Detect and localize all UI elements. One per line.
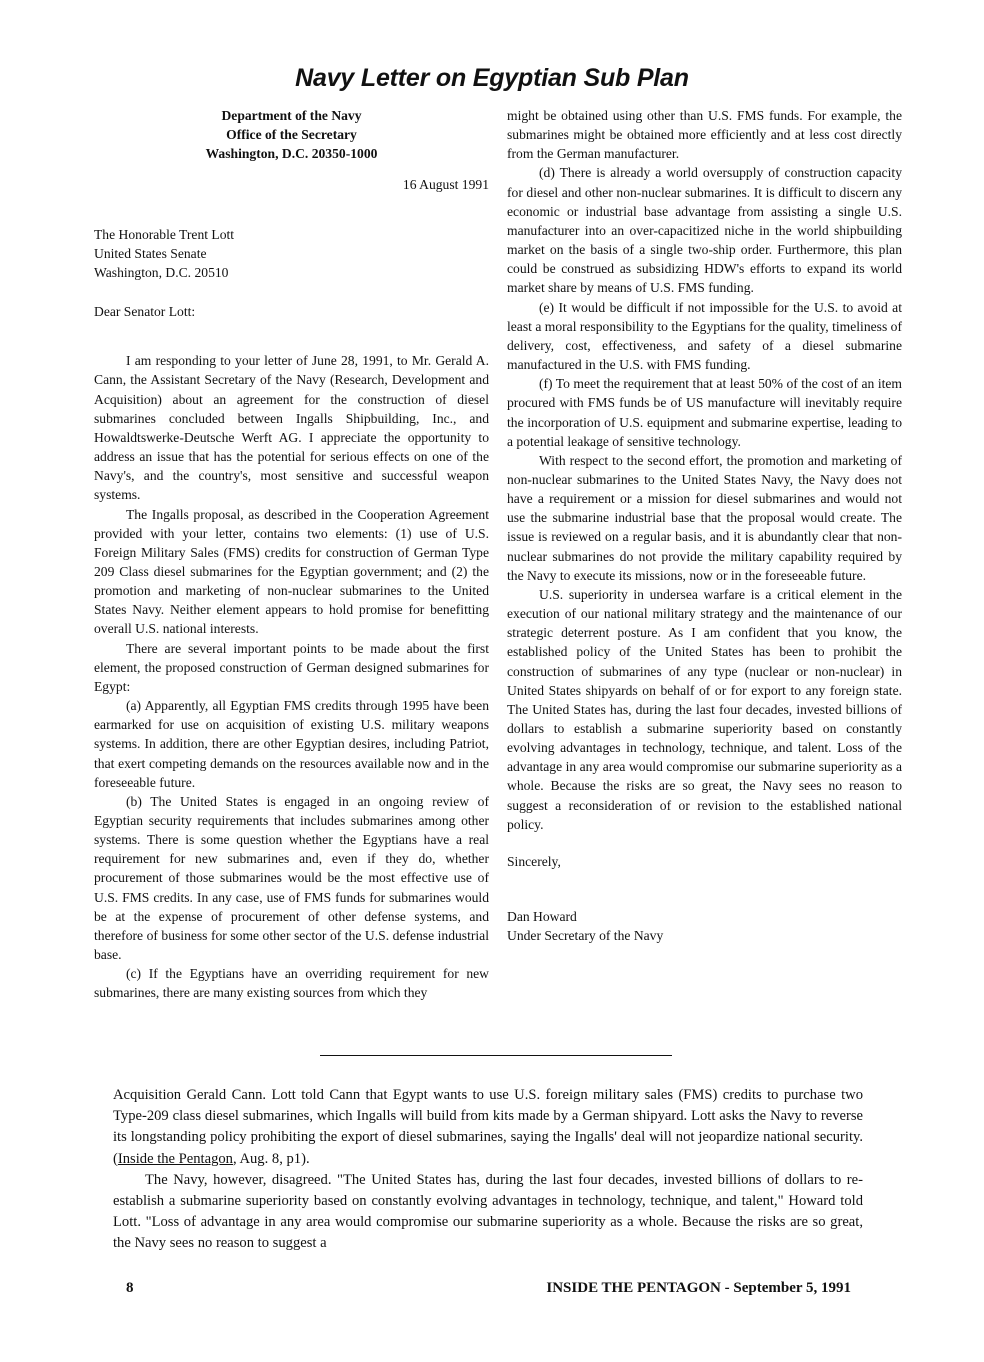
letter-paragraph: (f) To meet the requirement that at least 50% of the cost of an item procured with FMS funds be of US manufacture will inevitably require the incorporation of U.S. equipment and submarine expertise, leading to a potential leakage of sensitive technology. [507,376,902,449]
article-paragraph [113,1085,863,1170]
letter-paragraph: might be obtained using other than U.S. FMS funds. For example, the submarines might be obtained more efficiently and at less cost directly from the German manufacturer. [507,108,902,162]
letterhead-line: Office of the Secretary [226,127,357,143]
recipient-address [94,225,489,282]
signer-title: Under Secretary of the Navy [507,928,664,944]
letter-right-column [507,106,902,945]
letter-paragraph: The Ingalls proposal, as described in the Cooperation Agreement provided with your letter, contains two elements: (1) use of U.S. Foreign Military Sales (FMS) credits for construction of German Type 209 Class diesel submarines for the Egyptian government; and (2) the promotion and marketing of non-nuclear submarines to the United States Navy. Neither element appears to hold promise for benefitting overall U.S. national interests. [94,506,489,637]
page-number: 8 [126,1280,134,1296]
letter-paragraph: (b) The United States is engaged in an ongoing review of Egyptian security requirements that includes submarines among other systems. There is some question whether the Egyptians have a real requirement for new submarines and, even if they do, whether procurement of those submarines would be the most effective use of U.S. FMS credits. In any case, use of FMS funds for submarines would be at the expense of procurement of other defense systems, and therefore of business for some other sector of the U.S. defense industrial base. [94,793,489,963]
letter-paragraph: With respect to the second effort, the promotion and marketing of non-nuclear submarines to the United States Navy, the Navy does not have a requirement or a mission for diesel submarines and would not use the submarine industrial base that the proposal would create. The issue is reviewed on a regular basis, and it is abundantly clear that non-nuclear submarines do not provide the military capability required by the Navy to execute its missions, now or in the foreseeable future. [507,452,902,583]
article-text: , Aug. 8, p1). [232,1150,310,1167]
closing: Sincerely, [507,853,561,869]
letter-paragraph: (e) It would be difficult if not impossible for the U.S. to avoid at least a moral responsibility to the Egyptians for the quality, timeliness of delivery, cost, effectiveness, and safety of a diesel submarine manufactured in the U.S. with FMS funding. [507,299,902,373]
letter-paragraph: (a) Apparently, all Egyptian FMS credits through 1995 have been earmarked for use on acquisition of existing U.S. military weapons systems. In addition, there are other Egyptian desires, including Patriot, that exert competing demands on the resources available now and in the foreseeable future. [94,698,489,790]
article-body [113,1085,863,1255]
letter-paragraph: There are several important points to be made about the first element, the proposed construction of German designed submarines for Egypt: [94,640,489,694]
recipient-line: The Honorable Trent Lott [94,226,235,242]
page-title: Navy Letter on Egyptian Sub Plan [295,64,689,92]
letter-left-column [94,106,489,1003]
recipient-line: United States Senate [94,245,207,261]
letter-paragraph: (c) If the Egyptians have an overriding requirement for new submarines, there are many existing sources from which they [94,966,489,1001]
signature-block [507,907,902,945]
publication-footer: INSIDE THE PENTAGON - September 5, 1991 [546,1280,851,1296]
signer-name: Dan Howard [507,909,577,925]
letterhead [94,106,489,163]
article-paragraph: The Navy, however, disagreed. "The United States has, during the last four decades, invested billions of dollars to re-establish a submarine superiority based on constantly evolving advantages in technology, technique, and talent," Howard told Lott. "Loss of advantage in any area would compromise our submarine superiority as a whole. Because the risks are so great, the Navy sees no reason to suggest a [113,1171,863,1252]
letter-paragraph: (d) There is already a world oversupply of construction capacity for diesel and other non-nuclear submarines. It is difficult to discern any economic or industrial base advantage from assisting a single U.S. manufacturer into an over-capacitized niche in the world shipbuilding market on the basis of a single two-ship order. Furthermore, this plan could be construed as subsidizing HDW's efforts to expand its world market share by means of U.S. FMS funding. [507,165,902,296]
section-divider [320,1055,672,1056]
letterhead-line: Department of the Navy [221,108,362,123]
letter-paragraph: U.S. superiority in undersea warfare is a critical element in the execution of our national military strategy and the maintenance of our strategic deterrent posture. As I am confident that you know, the established policy of the United States has been to prohibit the construction of submarines of any type (nuclear or non-nuclear) in United States shipyards on behalf of or for export to any foreign state. The United States has, during the last four decades, invested billions of dollars to establish a submarine superiority based on constantly evolving advantages in technology, technique, and talent. Loss of the advantage in any area would compromise our submarine superiority as a whole. Because the risks are so great, the Navy sees no reason to suggest a reconsideration of or revision to the established national policy. [507,586,902,832]
recipient-line: Washington, D.C. 20510 [94,264,229,280]
letter-date: 16 August 1991 [402,177,489,193]
article-text: Acquisition Gerald Cann. Lott told Cann that Egypt wants to use U.S. foreign military sales (FMS) credits to purchase two Type-209 class diesel submarines, which Ingalls will build from kits made by a German shipyard. Lott asks the Navy to reverse its longstanding policy prohibiting the export of diesel submarines, saying the Ingalls' deal will not jeopardize national security. ( [113,1087,863,1167]
publication-reference: Inside the Pentagon [117,1150,233,1167]
salutation: Dear Senator Lott: [94,304,196,320]
letter-paragraph: I am responding to your letter of June 28, 1991, to Mr. Gerald A. Cann, the Assistant Secretary of the Navy (Research, Development and Acquisition) about an agreement for the construction of diesel submarines concluded between Ingalls Shipbuilding, Inc., and Howaldtswerke-Deutsche Werft AG. I appreciate the opportunity to address an issue that has the potential for serious effects on one of the Navy's, and the country's, most sensitive and successful weapon systems. [94,353,489,503]
letterhead-line: Washington, D.C. 20350-1000 [205,146,378,162]
